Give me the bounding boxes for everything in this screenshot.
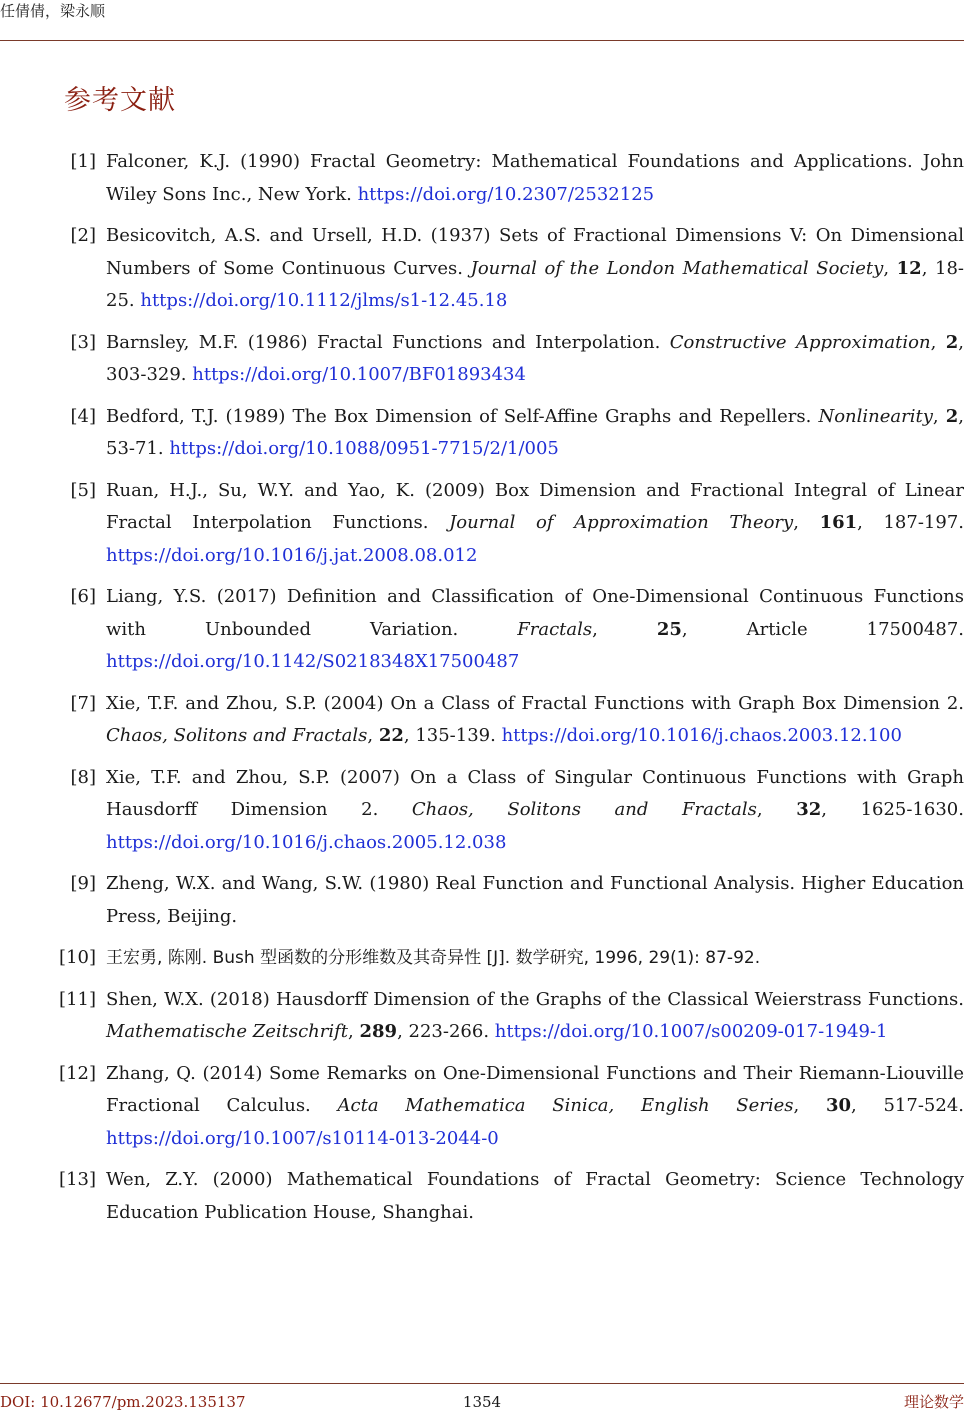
reference-volume: 12 xyxy=(896,257,922,279)
reference-volume: 30 xyxy=(825,1095,852,1116)
reference-number: [7] xyxy=(70,692,96,714)
reference-item: [3] Barnsley, M.F. (1986) Fractal Functions and Interpolation. Constructive Approximation, 2, 303-329. https://doi.org/10.1007/BF01893434 xyxy=(0,327,964,392)
reference-pages: , 53-71. xyxy=(106,405,964,459)
reference-pages: , 135-139. xyxy=(403,725,502,746)
reference-pages: , 1625-1630. xyxy=(821,799,964,820)
reference-number: [13] xyxy=(59,1169,96,1190)
reference-doi-link[interactable]: https://doi.org/10.1016/j.chaos.2005.12.038 xyxy=(106,831,507,853)
reference-item: [8] Xie, T.F. and Zhou, S.P. (2007) On a Class of Singular Continuous Functions with Graph Hausdorff Dimension 2. Chaos, Solitons and Fractals, 32, 1625-1630. https://doi.org/10.1016/j.chaos.2005.12.038 xyxy=(0,762,964,860)
reference-volume: 22 xyxy=(378,725,404,746)
reference-text: Shen, W.X. (2018) Hausdorff Dimension of the Graphs of the Classical Weierstrass Functions. xyxy=(106,988,964,1010)
running-head-authors: 任倩倩，梁永顺 xyxy=(0,2,106,20)
reference-number: [4] xyxy=(70,405,96,427)
reference-number: [2] xyxy=(70,225,96,246)
section-title: 参考文献 xyxy=(64,85,176,116)
reference-list xyxy=(0,146,964,1238)
reference-number: [8] xyxy=(70,766,96,788)
reference-item: [11] Shen, W.X. (2018) Hausdorff Dimension of the Graphs of the Classical Weierstrass Functions. Mathematische Zeitschrift, 289, 223-266. https://doi.org/10.1007/s00209-017-1949-1 xyxy=(0,984,964,1049)
reference-text: Barnsley, M.F. (1986) Fractal Functions and Interpolation. xyxy=(106,331,670,353)
reference-text: Xie, T.F. and Zhou, S.P. (2004) On a Class of Fractal Functions with Graph Box Dimension 2. xyxy=(106,692,964,714)
reference-text: Bedford, T.J. (1989) The Box Dimension of Self-Affine Graphs and Repellers. xyxy=(106,405,819,427)
reference-item: [7] Xie, T.F. and Zhou, S.P. (2004) On a Class of Fractal Functions with Graph Box Dimension 2. Chaos, Solitons and Fractals, 22, 135-139. https://doi.org/10.1016/j.chaos.2003.12.100 xyxy=(0,688,964,753)
reference-doi-link[interactable]: https://doi.org/10.2307/2532125 xyxy=(357,183,655,205)
reference-number: [12] xyxy=(59,1062,96,1084)
reference-pages: , 18-25. xyxy=(106,257,964,311)
reference-doi-link[interactable]: https://doi.org/10.1007/s10114-013-2044-0 xyxy=(106,1127,499,1149)
header-rule xyxy=(0,40,964,41)
reference-number: [1] xyxy=(70,151,96,172)
reference-volume: 32 xyxy=(796,799,822,820)
footer-doi[interactable]: DOI: 10.12677/pm.2023.135137 xyxy=(0,1393,246,1411)
reference-volume: 289 xyxy=(359,1021,398,1042)
footer-journal-name: 理论数学 xyxy=(903,1393,964,1411)
reference-number: [5] xyxy=(70,479,96,501)
reference-text: 王宏勇, 陈刚. Bush 型函数的分形维数及其奇异性 [J]. 数学研究, 1996, 29(1): 87-92. xyxy=(106,948,761,968)
reference-item: [6] Liang, Y.S. (2017) Definition and Classification of One-Dimensional Continuous Functions with Unbounded Variation. Fractals, 25, Article 17500487. https://doi.org/10.1142/S0218348X17500487 xyxy=(0,581,964,679)
reference-volume: 2 xyxy=(945,405,959,427)
reference-text: Xie, T.F. and Zhou, S.P. (2007) On a Class of Singular Continuous Functions with Graph Hausdorff Dimension 2. xyxy=(106,766,964,820)
footer-rule xyxy=(0,1383,964,1384)
reference-journal: Nonlinearity xyxy=(818,405,933,427)
reference-volume: 25 xyxy=(656,618,682,640)
reference-text: Ruan, H.J., Su, W.Y. and Yao, K. (2009) Box Dimension and Fractional Integral of Linear Fractal Interpolation Functions. xyxy=(106,479,964,533)
reference-text: Zheng, W.X. and Wang, S.W. (1980) Real Function and Functional Analysis. Higher Education Press, Beijing. xyxy=(106,873,964,927)
reference-number: [3] xyxy=(70,331,96,353)
reference-pages: , 303-329. xyxy=(106,331,964,385)
reference-pages: , Article 17500487. xyxy=(681,618,964,640)
reference-number: [11] xyxy=(59,988,96,1010)
reference-item xyxy=(0,146,964,211)
reference-volume: 2 xyxy=(945,331,959,353)
reference-item: [2] Besicovitch, A.S. and Ursell, H.D. (1937) Sets of Fractional Dimensions V: On Dimensional Numbers of Some Continuous Curves. Journal of the London Mathematical Society, 12, 18-25. https://doi.org/10.1112/jlms/s1-12.45.18 xyxy=(0,220,964,318)
reference-doi-link[interactable]: https://doi.org/10.1142/S0218348X17500487 xyxy=(106,651,520,672)
reference-pages: , 223-266. xyxy=(397,1021,495,1042)
reference-journal: Constructive Approximation xyxy=(669,331,931,353)
reference-item xyxy=(0,942,964,975)
reference-number: [6] xyxy=(70,586,96,607)
reference-item: [4] Bedford, T.J. (1989) The Box Dimension of Self-Affine Graphs and Repellers. Nonlinearity, 2, 53-71. https://doi.org/10.1088/0951-7715/2/1/005 xyxy=(0,401,964,466)
reference-doi-link[interactable]: https://doi.org/10.1112/jlms/s1-12.45.18 xyxy=(140,290,508,311)
reference-text: Zhang, Q. (2014) Some Remarks on One-Dimensional Functions and Their Riemann-Liouville Fractional Calculus. xyxy=(106,1062,964,1116)
reference-item: [5] Ruan, H.J., Su, W.Y. and Yao, K. (2009) Box Dimension and Fractional Integral of Linear Fractal Interpolation Functions. Journal of Approximation Theory, 161, 187-197. https://doi.org/10.1016/j.jat.2008.08.012 xyxy=(0,475,964,573)
reference-doi-link[interactable]: https://doi.org/10.1088/0951-7715/2/1/005 xyxy=(169,438,559,459)
reference-volume: 161 xyxy=(819,512,858,533)
reference-doi-link[interactable]: https://doi.org/10.1007/s00209-017-1949-1 xyxy=(494,1021,888,1042)
footer-page-number: 1354 xyxy=(462,1393,502,1411)
reference-doi-link[interactable]: https://doi.org/10.1016/j.chaos.2003.12.100 xyxy=(501,725,902,746)
reference-journal: Journal of Approximation Theory xyxy=(449,512,794,533)
reference-number: [9] xyxy=(70,873,96,894)
reference-journal: Fractals xyxy=(517,618,593,640)
reference-item: [12] Zhang, Q. (2014) Some Remarks on One-Dimensional Functions and Their Riemann-Liouville Fractional Calculus. Acta Mathematica Sinica, English Series, 30, 517-524. https://doi.org/10.1007/s10114-013-2044-0 xyxy=(0,1058,964,1156)
reference-number: [10] xyxy=(59,947,96,968)
reference-journal: Journal of the London Mathematical Society xyxy=(470,257,884,279)
reference-doi-link[interactable]: https://doi.org/10.1007/BF01893434 xyxy=(192,364,526,385)
reference-text: Wen, Z.Y. (2000) Mathematical Foundations of Fractal Geometry: Science Technology Education Publication House, Shanghai. xyxy=(106,1169,964,1223)
reference-text: Liang, Y.S. (2017) Definition and Classification of One-Dimensional Continuous Functions with Unbounded Variation. xyxy=(106,586,964,640)
reference-journal: Chaos, Solitons and Fractals xyxy=(106,725,368,746)
reference-journal: Mathematische Zeitschrift xyxy=(106,1021,349,1042)
reference-pages: , 187-197. xyxy=(857,512,964,533)
reference-item xyxy=(0,1164,964,1229)
reference-text: Falconer, K.J. (1990) Fractal Geometry: Mathematical Foundations and Applications. John Wiley Sons Inc., New York. xyxy=(106,151,964,205)
reference-journal: Acta Mathematica Sinica, English Series xyxy=(337,1095,794,1116)
reference-pages: , 517-524. xyxy=(851,1095,964,1116)
reference-item xyxy=(0,868,964,933)
reference-doi-link[interactable]: https://doi.org/10.1016/j.jat.2008.08.012 xyxy=(106,544,478,566)
reference-text: Besicovitch, A.S. and Ursell, H.D. (1937) Sets of Fractional Dimensions V: On Dimensional Numbers of Some Continuous Curves. xyxy=(106,225,964,279)
reference-journal: Chaos, Solitons and Fractals xyxy=(411,799,757,820)
